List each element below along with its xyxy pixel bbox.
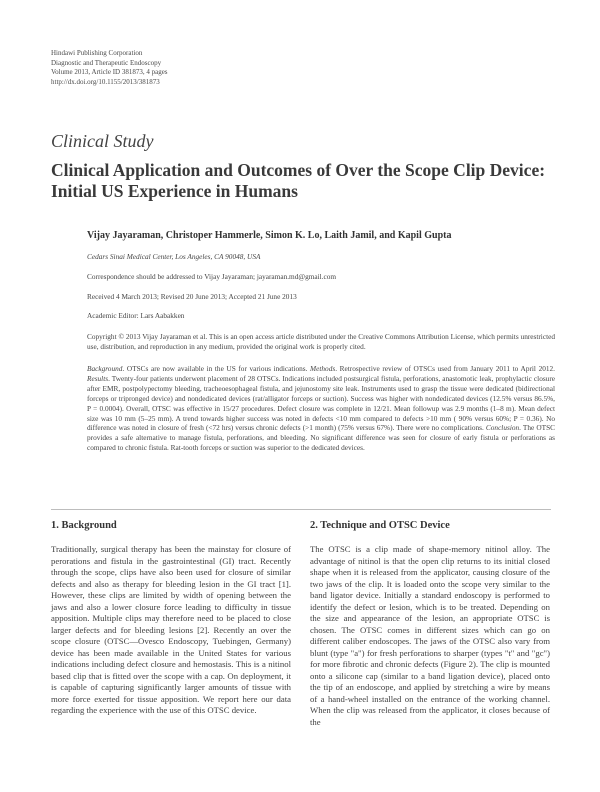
abstract-background-text: . OTSCs are now available in the US for various indications. <box>122 364 311 373</box>
abstract-conclusion-label: Conclusion <box>485 423 520 433</box>
abstract-methods-text: . Retrospective review of OTSCs used from January 2011 to April 2012. <box>335 364 555 373</box>
section-divider <box>51 509 551 510</box>
copyright-notice: Copyright © 2013 Vijay Jayaraman et al. This is an open access article distributed under the Creative Commons Attribution License, which permits unrestricted use, distribution, and reproduction in any medium, provided the original work is properly cited. <box>87 332 555 351</box>
publisher-name: Hindawi Publishing Corporation <box>51 49 143 57</box>
correspondence: Correspondence should be addressed to Vijay Jayaraman; jayaraman.md@gmail.com <box>87 272 337 281</box>
abstract-results-text: . Twenty-four patients underwent placement of 28 OTSCs. Indications included postsurgical fistula, perforations, anastomotic leak, prophylactic closure after EMR, postpolypectomy bleeding, tracheoesophageal fistula, and jejunostomy site leak. Instruments used to grasp the tissue were dedicated (bidirectional forceps or tripronged device) and nondedicated devices (rat/alligator forceps or suction). Success was higher with nondedicated devices (12.5% versus 86.5%, P = 0.0004). Overall, OTSC was effective in 15/27 procedures. Defect closure was complete in 12/21. Mean followup was 2.9 months (1–8 m). Mean defect size was 10 mm (5–25 mm). A trend towards higher success was noted in defects <10 mm compared to defects >10 mm ( 90% versus 60%; P = 0.36). No difference was noted in closure of fresh (<72 hrs) versus chronic defects (>1 month) (75% versus 67%). There were no complications. <box>87 373 555 433</box>
abstract-results-label: Results <box>87 373 109 383</box>
article-title: Clinical Application and Outcomes of Over the Scope Clip Device: Initial US Experience in Humans <box>51 160 546 201</box>
journal-header <box>51 49 168 87</box>
section-text-technique: The OTSC is a clip made of shape-memory nitinol alloy. The advantage of nitinol is that the open clip returns to its initial closed shape when it is released from the applicator, causing closure of the two jaws of the clip. It is loaded onto the scope very similar to the band ligator device. Initially a standard endoscopy is performed to identify the defect or lesion, which is to be treated. Depending on the size and appearance of the lesion, an appropriate OTSC is chosen. The OTSC comes in different sizes which can go on different caliber endoscopes. The jaws of the OTSC also vary from blunt (type "a") for fresh perforations to sharper (types "t" and "gc") for more fibrotic and chronic defects (Figure 2). The clip is mounted onto a silicone cap (similar to a band ligation device), placed onto the tip of an endoscope, and applied by stretching a wire by means of a hand-wheel installed on the entrance of the working channel. When the clip was released from the applicator, it closes because of the <box>310 544 550 727</box>
volume-info: Volume 2013, Article ID 381873, 4 pages <box>51 68 168 76</box>
abstract-background-label: Background <box>87 364 123 373</box>
section-heading-background: 1. Background <box>51 520 117 531</box>
section-text-background: Traditionally, surgical therapy has been the mainstay for closure of perorations and fistula in the gastrointestinal (GI) tract. Recently through the scope, clips have also been used for closure of similar defects and also as therapy for bleeding lesion in the GI tract [1]. However, these clips are limited by width of opening between the jaws and also a lower closure force leading to difficulty in tissue apposition. Multiple clips may therefore need to be placed to close larger defects and for bleeding lesions [2]. Recently an over the scope closure (OTSC—Ovesco Endoscopy, Tuebingen, Germany) device has been made available in the United States for various indications including defect closure and hemostasis. This is a nitinol based clip that is fitted over the scope with a cap. On deployment, it is capable of capturing significantly larger amounts of tissue with more force exerted for tissue apposition. We report here our data regarding the experience with the use of this OTSC device. <box>51 544 291 715</box>
abstract-methods-label: Methods <box>310 364 336 373</box>
academic-editor: Academic Editor: Lars Aabakken <box>87 311 185 320</box>
author-list: Vijay Jayaraman, Christoper Hammerle, Simon K. Lo, Laith Jamil, and Kapil Gupta <box>87 230 452 241</box>
left-column <box>51 520 291 717</box>
article-type: Clinical Study <box>51 131 154 151</box>
doi-link[interactable]: http://dx.doi.org/10.1155/2013/381873 <box>51 77 160 86</box>
right-column <box>310 520 550 728</box>
section-heading-technique: 2. Technique and OTSC Device <box>310 520 450 531</box>
journal-name: Diagnostic and Therapeutic Endoscopy <box>51 58 162 67</box>
abstract-conclusion-text: . The OTSC provides a safe alternative to manage fistula, perforations, and bleeding. No significant difference was seen for closure of early fistula or perforations as compared to chronic fistula. Rat-tooth forceps or suction was superior to the dedicated devices. <box>87 423 556 453</box>
abstract <box>87 364 555 453</box>
publication-dates: Received 4 March 2013; Revised 20 June 2013; Accepted 21 June 2013 <box>87 292 297 301</box>
affiliation: Cedars Sinai Medical Center, Los Angeles, CA 90048, USA <box>87 252 261 261</box>
